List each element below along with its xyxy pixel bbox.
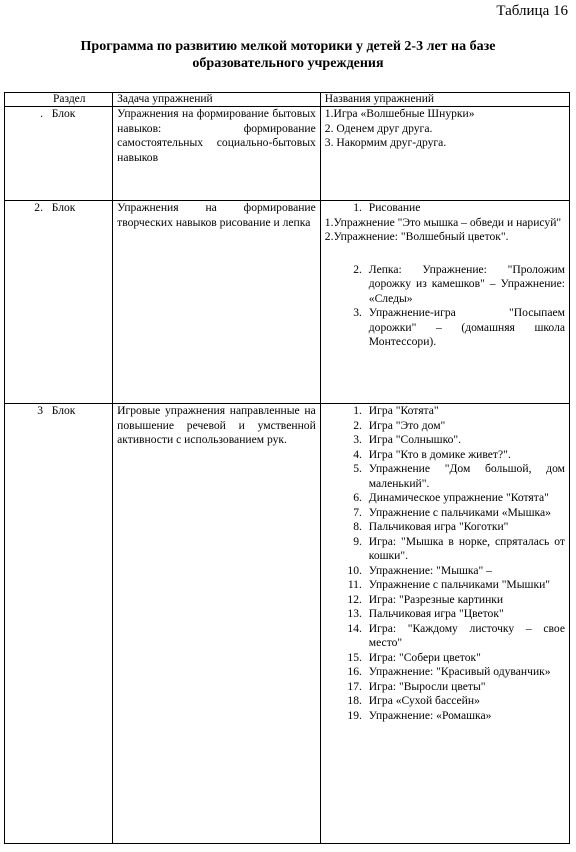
section-cell: 3 Блок	[5, 404, 113, 844]
exercise-item: 2. Лепка: Упражнение: "Проложим дорожку из камешков" – Упражнение: «Следы»	[365, 263, 565, 307]
exercise-item: 2. Игра "Это дом"	[365, 419, 565, 434]
task-cell: Упражнения на формирование творческих навыков рисование и лепка	[113, 201, 321, 404]
exercise-item: 13. Пальчиковая игра "Цветок"	[365, 607, 565, 622]
exercise-names-cell	[320, 107, 569, 201]
exercise-item: 19. Упражнение: «Ромашка»	[365, 709, 565, 724]
header-names: Названия упражнений	[320, 93, 569, 107]
exercise-item: 1.Игра «Волшебные Шнурки»	[324, 107, 475, 120]
section-cell: 2. Блок	[5, 201, 113, 404]
exercise-item: 4. Игра "Кто в домике живет?".	[365, 448, 565, 463]
exercise-item: 8. Пальчиковая игра "Коготки"	[365, 520, 565, 535]
exercise-item: 2.Упражнение: "Волшебный цветок".	[324, 230, 509, 243]
exercise-item: 6. Динамическое упражнение "Котята"	[365, 491, 565, 506]
title-line-2: образовательного учреждения	[192, 56, 384, 71]
exercise-item: 3. Игра "Солнышко".	[365, 433, 565, 448]
exercise-item: 3. Накормим друг-друга.	[324, 136, 447, 149]
exercise-item: 14. Игра: "Каждому листочку – свое место"	[365, 622, 565, 651]
exercise-item: 17. Игра: "Выросли цветы"	[365, 680, 565, 695]
task-cell: Игровые упражнения направленные на повышение речевой и умственной активности с использованием рук.	[113, 404, 321, 844]
program-table	[4, 92, 570, 844]
exercise-item: 12. Игра: "Разрезные картинки	[365, 593, 565, 608]
table-header-row	[5, 93, 570, 107]
title-line-1: Программа по развитию мелкой моторики у детей 2-3 лет на базе	[80, 39, 496, 54]
exercise-item: 7. Упражнение с пальчиками «Мышка»	[365, 506, 565, 521]
exercise-item: 1.Упражнение "Это мышка – обведи и нарисуй"	[324, 215, 562, 229]
exercise-item: 1. Рисование	[365, 201, 565, 216]
exercise-item: 1. Игра "Котята"	[365, 404, 565, 419]
exercise-item: 5. Упражнение "Дом большой, дом маленький".	[365, 462, 565, 491]
table-number-label: Таблица 16	[496, 3, 568, 19]
header-section: Раздел	[5, 93, 113, 107]
exercise-item: 11. Упражнение с пальчиками "Мышки"	[365, 578, 565, 593]
exercise-item: 16. Упражнение: "Красивый одуванчик»	[365, 665, 565, 680]
table-row	[5, 107, 570, 201]
table-row	[5, 404, 570, 844]
exercise-item: 18. Игра «Сухой бассейн»	[365, 694, 565, 709]
table-row	[5, 201, 570, 404]
exercise-item: 3. Упражнение-игра "Посыпаем дорожки" – (домашняя школа Монтессори).	[365, 306, 565, 350]
exercise-item: 15. Игра: "Собери цветок"	[365, 651, 565, 666]
exercise-list	[325, 404, 565, 723]
header-task: Задача упражнений	[113, 93, 321, 107]
exercise-item: 10. Упражнение: "Мышка" –	[365, 564, 565, 579]
section-cell: . Блок	[5, 107, 113, 201]
exercise-item: 9. Игра: "Мышка в норке, спряталась от кошки".	[365, 535, 565, 564]
task-cell: Упражнения на формирование бытовых навыков: формирование самостоятельных социально-бытовых навыков	[113, 107, 321, 201]
exercise-names-cell	[320, 404, 569, 844]
exercise-names-cell	[320, 201, 569, 404]
exercise-item: 2. Оденем друг друга.	[324, 121, 433, 135]
document-title	[0, 38, 576, 72]
